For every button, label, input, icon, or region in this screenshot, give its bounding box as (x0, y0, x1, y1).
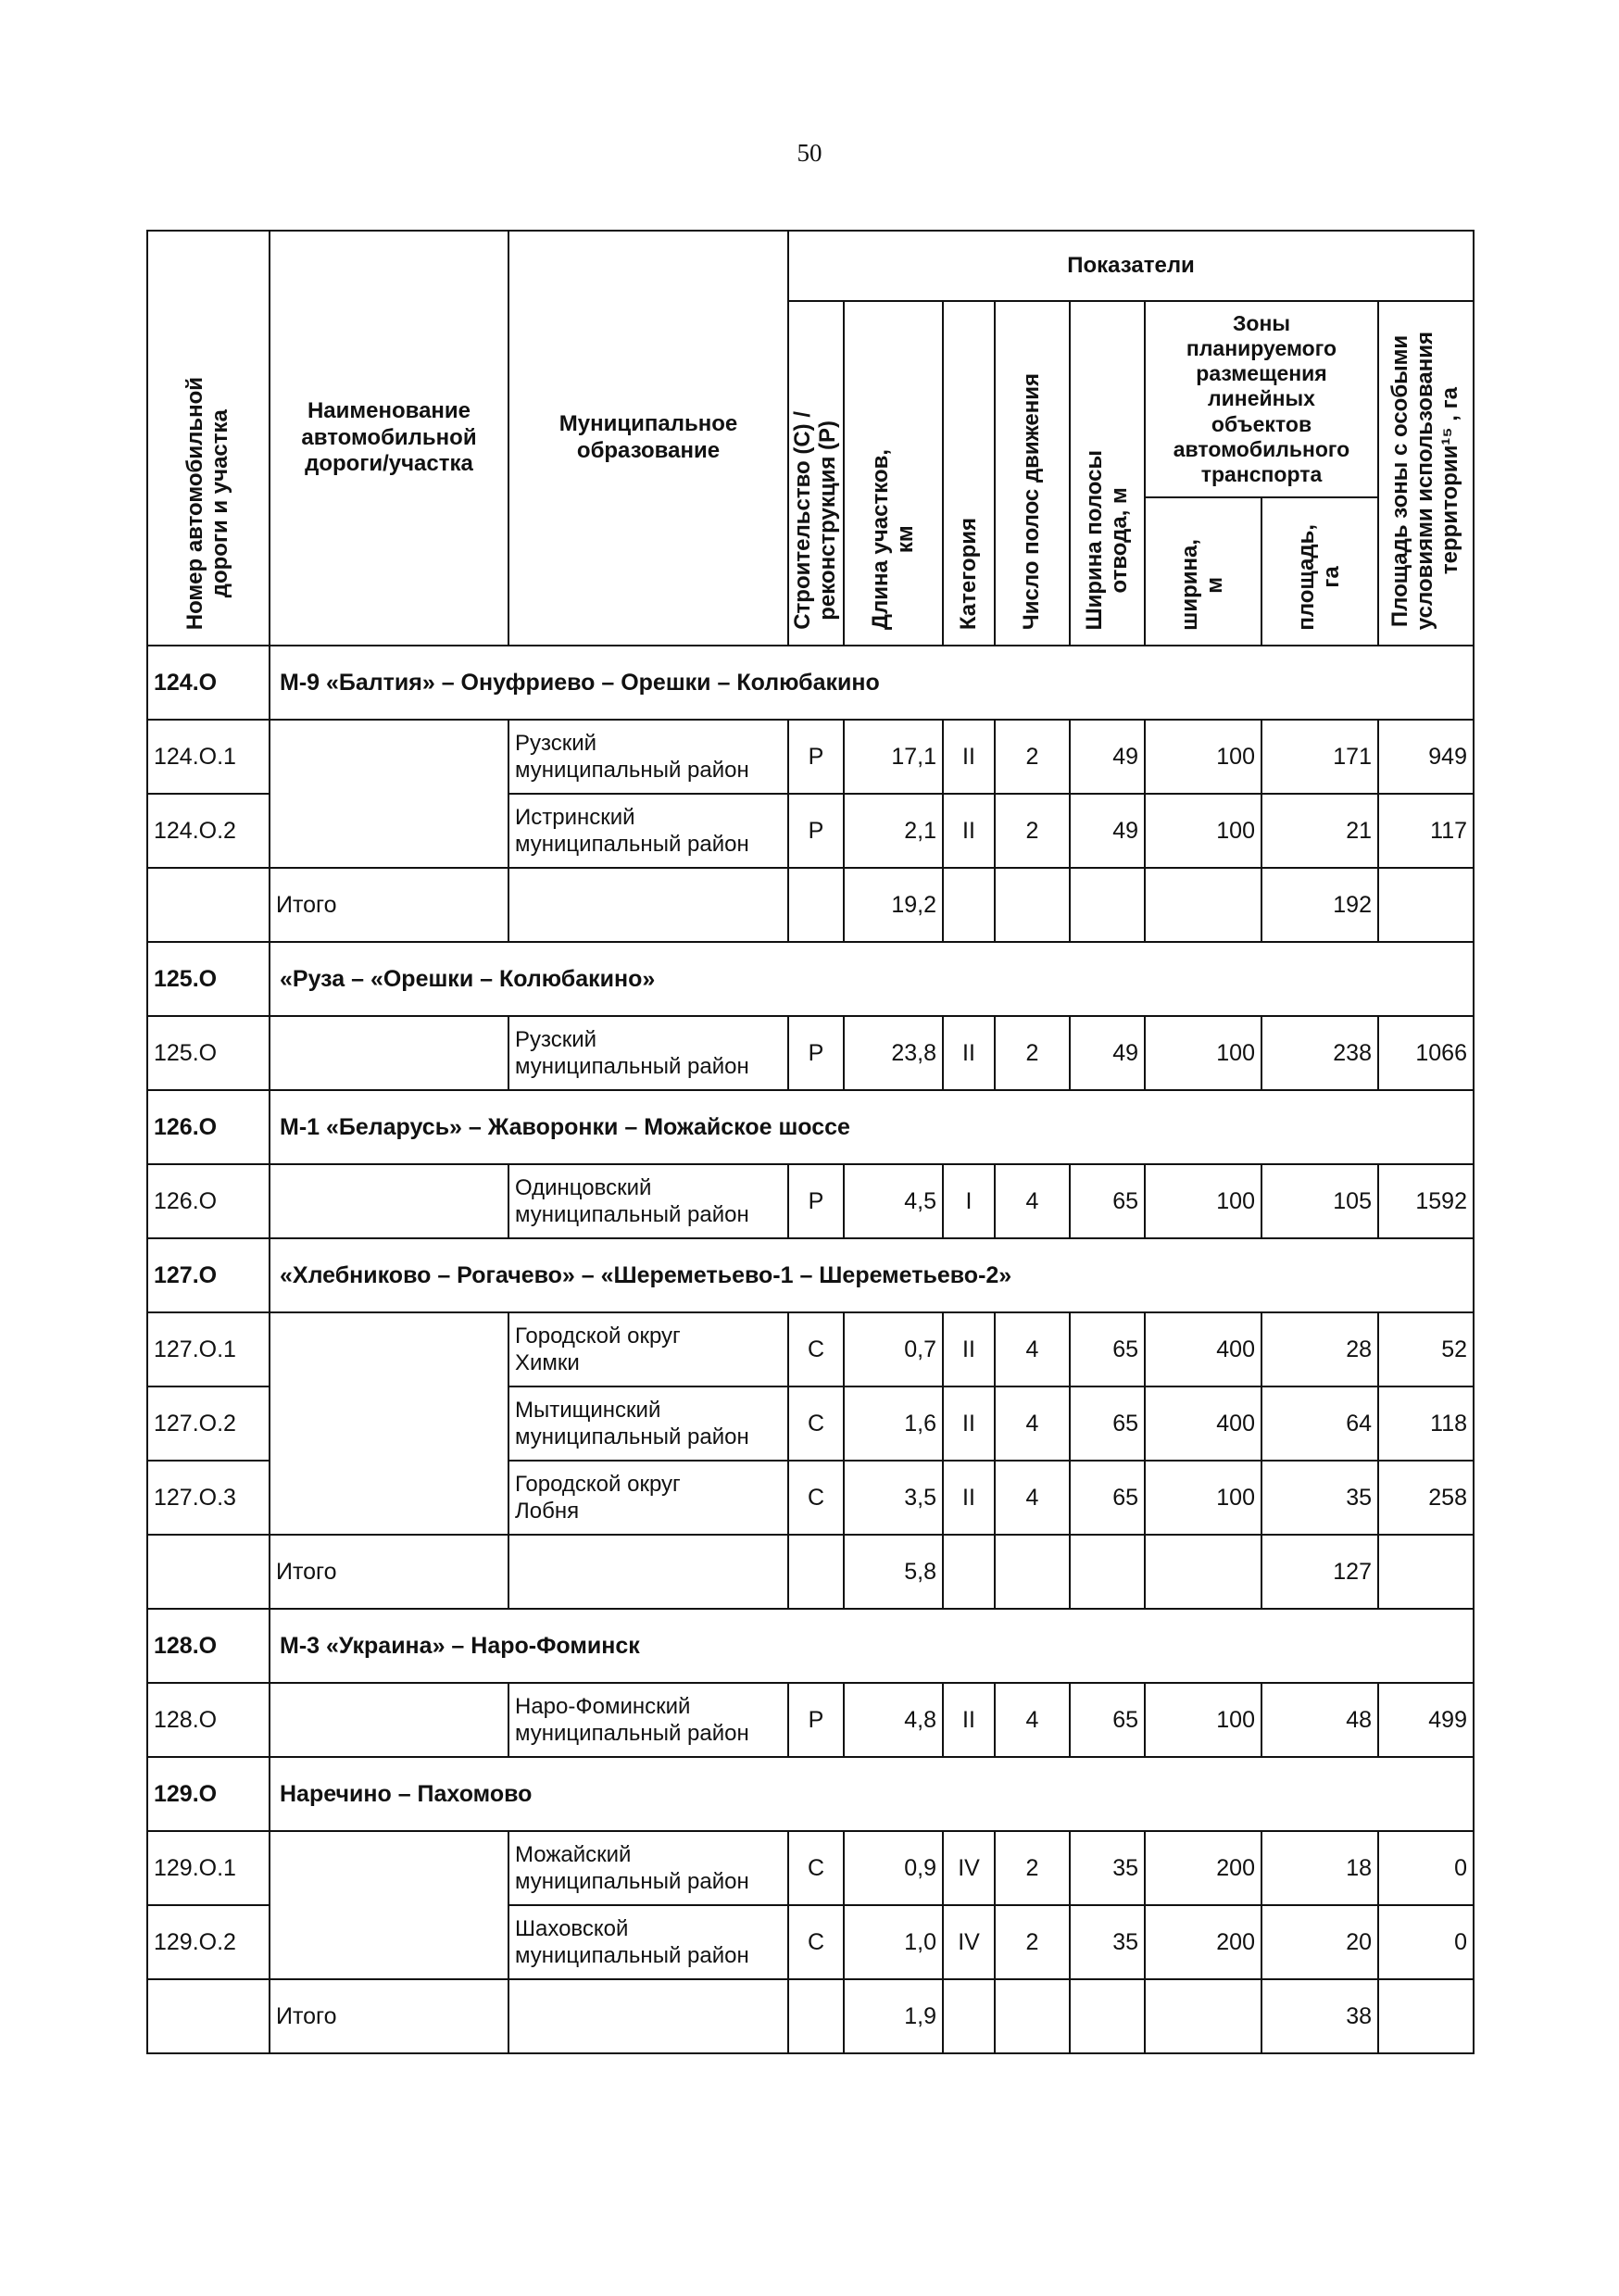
municipality (508, 1016, 788, 1090)
length-km: 2,1 (844, 794, 943, 868)
municipality-line: Городской округ (515, 1323, 681, 1349)
municipality (508, 1905, 788, 1979)
special-zone-area: 117 (1378, 794, 1474, 868)
header-right-of-way-line: отвода, м (1106, 486, 1132, 594)
header-zone-group-line: размещения (1196, 361, 1327, 386)
total-category-cell (943, 1979, 995, 2053)
special-zone-area: 52 (1378, 1312, 1474, 1386)
total-municipality-cell (508, 868, 788, 942)
municipality-line: муниципальный район (515, 1721, 749, 1746)
total-length: 19,2 (844, 868, 943, 942)
right-of-way-width: 65 (1070, 1461, 1145, 1535)
header-road-name-line: автомобильной (301, 424, 477, 450)
special-zone-area: 1592 (1378, 1164, 1474, 1238)
length-km: 4,5 (844, 1164, 943, 1238)
municipality (508, 794, 788, 868)
municipality-line: Одинцовский (515, 1174, 652, 1200)
municipality-line: Рузский (515, 1026, 597, 1052)
total-row (147, 1979, 1474, 2053)
right-of-way-width: 35 (1070, 1831, 1145, 1905)
header-special-zone-line: территории¹⁵ , га (1437, 387, 1462, 575)
road-number: 128.О (147, 1609, 270, 1683)
municipality-line: муниципальный район (515, 758, 749, 783)
header-construction (788, 301, 844, 646)
total-municipality-cell (508, 1979, 788, 2053)
right-of-way-width: 49 (1070, 794, 1145, 868)
header-road-number-line: Номер автомобильной (182, 376, 208, 631)
road-name-cell (270, 1164, 508, 1238)
road-name-cell (270, 1312, 508, 1535)
header-length-line: Длина участков, (867, 449, 893, 631)
lanes: 2 (995, 1831, 1070, 1905)
total-row-width-cell (1070, 1979, 1145, 2053)
special-zone-area: 0 (1378, 1831, 1474, 1905)
category: II (943, 794, 995, 868)
municipality (508, 1831, 788, 1905)
zone-area: 48 (1261, 1683, 1378, 1757)
total-length: 1,9 (844, 1979, 943, 2053)
total-label: Итого (270, 1535, 508, 1609)
road-title: Наречино – Пахомово (270, 1757, 1474, 1831)
total-label: Итого (270, 1979, 508, 2053)
header-zone-width-line: м (1202, 575, 1227, 593)
construction-type: Р (788, 1164, 844, 1238)
total-municipality-cell (508, 1535, 788, 1609)
municipality (508, 720, 788, 794)
section-row (147, 720, 1474, 794)
total-row-width-cell (1070, 1535, 1145, 1609)
header-right-of-way (1070, 301, 1145, 646)
section-number: 128.О (147, 1683, 270, 1757)
construction-type: Р (788, 1016, 844, 1090)
header-zone-group-line: планируемого (1186, 336, 1337, 361)
right-of-way-width: 65 (1070, 1312, 1145, 1386)
category: IV (943, 1831, 995, 1905)
category: I (943, 1164, 995, 1238)
construction-type: Р (788, 720, 844, 794)
zone-area: 64 (1261, 1386, 1378, 1461)
municipality-line: Истринский (515, 804, 635, 830)
section-number: 127.О.2 (147, 1386, 270, 1461)
header-zone-area-line: площадь, (1294, 523, 1320, 631)
header-category: Категория (943, 301, 995, 646)
right-of-way-width: 49 (1070, 1016, 1145, 1090)
header-zone-group-line: линейных (1208, 386, 1315, 411)
header-length-line: км (892, 525, 918, 554)
section-number: 129.О.2 (147, 1905, 270, 1979)
zone-area: 28 (1261, 1312, 1378, 1386)
zone-width: 100 (1145, 794, 1261, 868)
construction-type: С (788, 1905, 844, 1979)
municipality-line: Городской округ (515, 1471, 681, 1497)
total-row (147, 868, 1474, 942)
zone-width: 100 (1145, 1683, 1261, 1757)
header-zone-area-line: га (1319, 566, 1344, 588)
total-number-cell (147, 1979, 270, 2053)
section-number: 129.О.1 (147, 1831, 270, 1905)
header-municipality-line: Муниципальное (558, 411, 738, 437)
category: II (943, 1312, 995, 1386)
zone-width: 100 (1145, 1164, 1261, 1238)
total-label: Итого (270, 868, 508, 942)
construction-type: Р (788, 1683, 844, 1757)
header-zone-group (1145, 301, 1378, 497)
road-number: 124.О (147, 646, 270, 720)
header-road-name-line: дороги/участка (305, 451, 473, 477)
total-special-zone-cell (1378, 1535, 1474, 1609)
road-header-row (147, 1238, 1474, 1312)
length-km: 17,1 (844, 720, 943, 794)
length-km: 23,8 (844, 1016, 943, 1090)
header-special-zone-line: Площадь зоны с особыми (1387, 334, 1413, 627)
length-km: 4,8 (844, 1683, 943, 1757)
municipality (508, 1683, 788, 1757)
construction-type: С (788, 1312, 844, 1386)
section-number: 127.О.3 (147, 1461, 270, 1535)
zone-area: 171 (1261, 720, 1378, 794)
municipality-line: муниципальный район (515, 1869, 749, 1894)
header-special-zone-line: условиями использования (1412, 332, 1438, 631)
category: II (943, 1683, 995, 1757)
lanes: 4 (995, 1461, 1070, 1535)
lanes: 4 (995, 1386, 1070, 1461)
header-road-number-line: дороги и участка (207, 409, 232, 598)
section-row (147, 1683, 1474, 1757)
right-of-way-width: 65 (1070, 1164, 1145, 1238)
lanes: 2 (995, 794, 1070, 868)
zone-width: 200 (1145, 1831, 1261, 1905)
total-construction-cell (788, 1535, 844, 1609)
right-of-way-width: 49 (1070, 720, 1145, 794)
road-title: «Руза – «Орешки – Колюбакино» (270, 942, 1474, 1016)
zone-width: 400 (1145, 1312, 1261, 1386)
municipality-line: Шаховской (515, 1915, 629, 1941)
length-km: 0,9 (844, 1831, 943, 1905)
construction-type: С (788, 1386, 844, 1461)
municipality-line: Мытищинский (515, 1397, 661, 1423)
header-right-of-way-line: Ширина полосы (1081, 449, 1107, 631)
total-special-zone-cell (1378, 1979, 1474, 2053)
category: II (943, 1386, 995, 1461)
zone-area: 20 (1261, 1905, 1378, 1979)
category: II (943, 1016, 995, 1090)
right-of-way-width: 65 (1070, 1683, 1145, 1757)
municipality-line: Рузский (515, 730, 597, 756)
category: II (943, 1461, 995, 1535)
municipality (508, 1164, 788, 1238)
header-special-zone (1378, 301, 1474, 646)
total-length: 5,8 (844, 1535, 943, 1609)
municipality (508, 1312, 788, 1386)
total-zone-width-cell (1145, 1979, 1261, 2053)
road-header-row (147, 646, 1474, 720)
header-road-name (270, 231, 508, 646)
special-zone-area: 1066 (1378, 1016, 1474, 1090)
municipality-line: муниципальный район (515, 1054, 749, 1079)
municipality-line: Химки (515, 1350, 580, 1375)
lanes: 2 (995, 1016, 1070, 1090)
municipality-line: Лобня (515, 1499, 580, 1524)
special-zone-area: 258 (1378, 1461, 1474, 1535)
page-number: 50 (797, 139, 822, 167)
total-category-cell (943, 868, 995, 942)
total-zone-width-cell (1145, 868, 1261, 942)
construction-type: Р (788, 794, 844, 868)
special-zone-area: 118 (1378, 1386, 1474, 1461)
header-road-number (147, 231, 270, 646)
municipality-line: Можайский (515, 1841, 632, 1867)
municipality-line: муниципальный район (515, 1943, 749, 1968)
road-name-cell (270, 1831, 508, 1979)
length-km: 1,0 (844, 1905, 943, 1979)
total-construction-cell (788, 1979, 844, 2053)
total-lanes-cell (995, 868, 1070, 942)
road-number: 125.О (147, 942, 270, 1016)
total-zone-area: 192 (1261, 868, 1378, 942)
total-special-zone-cell (1378, 868, 1474, 942)
total-category-cell (943, 1535, 995, 1609)
total-zone-width-cell (1145, 1535, 1261, 1609)
municipality (508, 1386, 788, 1461)
total-number-cell (147, 1535, 270, 1609)
total-row (147, 1535, 1474, 1609)
total-zone-area: 38 (1261, 1979, 1378, 2053)
header-zone-group-line: Зоны (1233, 311, 1290, 336)
header-construction-line: Строительство (С) / (790, 411, 816, 631)
lanes: 2 (995, 1905, 1070, 1979)
zone-area: 21 (1261, 794, 1378, 868)
header-indicators: Показатели (788, 231, 1474, 301)
length-km: 3,5 (844, 1461, 943, 1535)
municipality-line: муниципальный район (515, 1424, 749, 1449)
total-construction-cell (788, 868, 844, 942)
header-zone-group-line: объектов (1211, 411, 1312, 436)
lanes: 4 (995, 1683, 1070, 1757)
section-number: 126.О (147, 1164, 270, 1238)
section-number: 127.О.1 (147, 1312, 270, 1386)
section-number: 124.О.2 (147, 794, 270, 868)
header-road-name-line: Наименование (307, 397, 471, 423)
header-municipality (508, 231, 788, 646)
section-row (147, 1831, 1474, 1905)
lanes: 4 (995, 1164, 1070, 1238)
road-table (146, 230, 1475, 2054)
zone-width: 200 (1145, 1905, 1261, 1979)
zone-area: 18 (1261, 1831, 1378, 1905)
total-lanes-cell (995, 1979, 1070, 2053)
header-zone-width-line: ширина, (1177, 538, 1203, 631)
road-header-row (147, 942, 1474, 1016)
special-zone-area: 499 (1378, 1683, 1474, 1757)
header-length (844, 301, 943, 646)
length-km: 0,7 (844, 1312, 943, 1386)
section-row (147, 1016, 1474, 1090)
zone-area: 105 (1261, 1164, 1378, 1238)
zone-width: 100 (1145, 720, 1261, 794)
municipality-line: муниципальный район (515, 832, 749, 857)
road-header-row (147, 1090, 1474, 1164)
construction-type: С (788, 1461, 844, 1535)
road-title: М-9 «Балтия» – Онуфриево – Орешки – Колюбакино (270, 646, 1474, 720)
lanes: 4 (995, 1312, 1070, 1386)
total-row-width-cell (1070, 868, 1145, 942)
road-name-cell (270, 1016, 508, 1090)
header-zone-group-line: автомобильного (1173, 436, 1350, 461)
total-number-cell (147, 868, 270, 942)
category: II (943, 720, 995, 794)
header-construction-line: реконструкция (Р) (815, 420, 840, 621)
municipality (508, 1461, 788, 1535)
header-zone-width (1145, 497, 1261, 646)
zone-width: 100 (1145, 1461, 1261, 1535)
zone-width: 400 (1145, 1386, 1261, 1461)
category: IV (943, 1905, 995, 1979)
municipality-line: муниципальный район (515, 1202, 749, 1227)
section-number: 124.О.1 (147, 720, 270, 794)
right-of-way-width: 65 (1070, 1386, 1145, 1461)
zone-width: 100 (1145, 1016, 1261, 1090)
road-name-cell (270, 1683, 508, 1757)
header-zone-group-line: транспорта (1200, 461, 1323, 486)
road-title: М-3 «Украина» – Наро-Фоминск (270, 1609, 1474, 1683)
length-km: 1,6 (844, 1386, 943, 1461)
zone-area: 238 (1261, 1016, 1378, 1090)
header-zone-area (1261, 497, 1378, 646)
special-zone-area: 0 (1378, 1905, 1474, 1979)
road-title: «Хлебниково – Рогачево» – «Шереметьево-1 – Шереметьево-2» (270, 1238, 1474, 1312)
special-zone-area: 949 (1378, 720, 1474, 794)
section-row (147, 1312, 1474, 1386)
road-name-cell (270, 720, 508, 868)
municipality-line: Наро-Фоминский (515, 1693, 691, 1719)
section-number: 125.О (147, 1016, 270, 1090)
road-header-row (147, 1757, 1474, 1831)
road-number: 127.О (147, 1238, 270, 1312)
header-lanes: Число полос движения (995, 301, 1070, 646)
section-row (147, 1164, 1474, 1238)
lanes: 2 (995, 720, 1070, 794)
total-zone-area: 127 (1261, 1535, 1378, 1609)
road-title: М-1 «Беларусь» – Жаворонки – Можайское шоссе (270, 1090, 1474, 1164)
road-number: 129.О (147, 1757, 270, 1831)
road-number: 126.О (147, 1090, 270, 1164)
header-municipality-line: образование (576, 438, 721, 463)
road-header-row (147, 1609, 1474, 1683)
right-of-way-width: 35 (1070, 1905, 1145, 1979)
zone-area: 35 (1261, 1461, 1378, 1535)
total-lanes-cell (995, 1535, 1070, 1609)
construction-type: С (788, 1831, 844, 1905)
